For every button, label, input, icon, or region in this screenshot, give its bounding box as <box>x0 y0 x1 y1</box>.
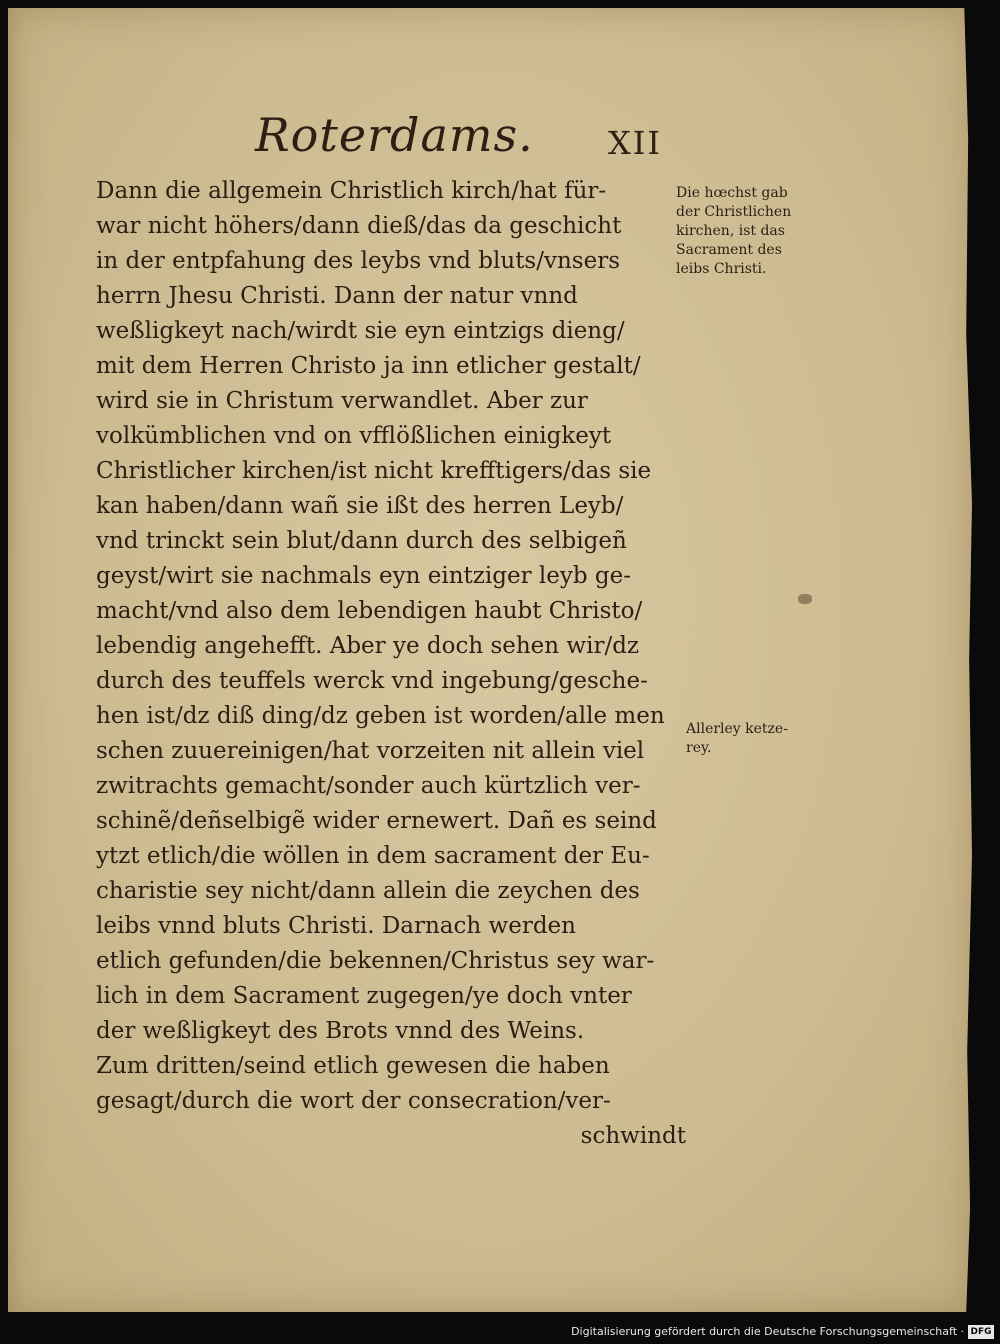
text-line: hen ist/dz diß ding/dz geben ist worden/alle men <box>96 703 665 729</box>
body-text-block <box>96 174 686 1154</box>
text-line: macht/vnd also dem lebendigen haubt Christo/ <box>96 598 643 624</box>
text-line: leibs vnnd bluts Christi. Darnach werden <box>96 913 576 939</box>
margin-note-line: kirchen, ist das <box>676 223 785 239</box>
margin-note-line: rey. <box>686 740 712 756</box>
margin-note-line: der Christlichen <box>676 204 792 220</box>
margin-note-line: Die hœchst gab <box>676 185 788 201</box>
text-line: schen zuuereinigen/hat vorzeiten nit allein viel <box>96 738 645 764</box>
ink-smudge <box>798 594 812 604</box>
text-line: kan haben/dann wañ sie ißt des herren Leyb/ <box>96 493 624 519</box>
page-edge-shadow <box>8 8 18 1312</box>
margin-note-line: Allerley ketze- <box>686 721 788 737</box>
text-line: geyst/wirt sie nachmals eyn eintziger leyb ge- <box>96 563 631 589</box>
text-line: Dann die allgemein Christlich kirch/hat für- <box>96 178 607 204</box>
text-line: etlich gefunden/die bekennen/Christus sey war- <box>96 948 655 974</box>
margin-note-heresy <box>686 720 836 758</box>
running-header: Roterdams. <box>255 108 534 162</box>
funding-credit: Digitalisierung gefördert durch die Deutsche Forschungsgemeinschaft · <box>571 1325 964 1338</box>
text-line: gesagt/durch die wort der consecration/ver- <box>96 1088 611 1114</box>
text-line: vnd trinckt sein blut/dann durch des selbigeñ <box>96 528 627 554</box>
folio-number: XII <box>608 124 663 162</box>
margin-note-line: leibs Christi. <box>676 261 767 277</box>
text-line: herrn Jhesu Christi. Dann der natur vnnd <box>96 283 578 309</box>
text-line: charistie sey nicht/dann allein die zeychen des <box>96 878 640 904</box>
text-line: Christlicher kirchen/ist nicht krefftigers/das sie <box>96 458 652 484</box>
text-line: in der entpfahung des leybs vnd bluts/vnsers <box>96 248 621 274</box>
text-line: durch des teuffels werck vnd ingebung/gesche- <box>96 668 648 694</box>
text-line: Zum dritten/seind etlich gewesen die haben <box>96 1053 610 1079</box>
text-line: ytzt etlich/die wöllen in dem sacrament der Eu- <box>96 843 650 869</box>
text-line: weßligkeyt nach/wirdt sie eyn eintzigs dieng/ <box>96 318 625 344</box>
text-line: wird sie in Christum verwandlet. Aber zur <box>96 388 588 414</box>
text-line: schinẽ/deñselbigẽ wider ernewert. Dañ es seind <box>96 808 657 834</box>
text-line: der weßligkeyt des Brots vnnd des Weins. <box>96 1018 585 1044</box>
text-line: lebendig angehefft. Aber ye doch sehen wir/dz <box>96 633 640 659</box>
text-line: zwitrachts gemacht/sonder auch kürtzlich ver- <box>96 773 641 799</box>
text-line: mit dem Herren Christo ja inn etlicher gestalt/ <box>96 353 641 379</box>
text-line: lich in dem Sacrament zugegen/ye doch vnter <box>96 983 632 1009</box>
margin-note-sacrament <box>676 184 826 279</box>
text-line: war nicht höhers/dann dieß/das da geschicht <box>96 213 622 239</box>
text-line: volkümblichen vnd on vfflößlichen einigkeyt <box>96 423 612 449</box>
footer-bar <box>0 1322 1000 1344</box>
margin-note-line: Sacrament des <box>676 242 782 258</box>
catchword: schwindt <box>580 1123 686 1149</box>
dfg-logo: DFG <box>968 1325 994 1339</box>
